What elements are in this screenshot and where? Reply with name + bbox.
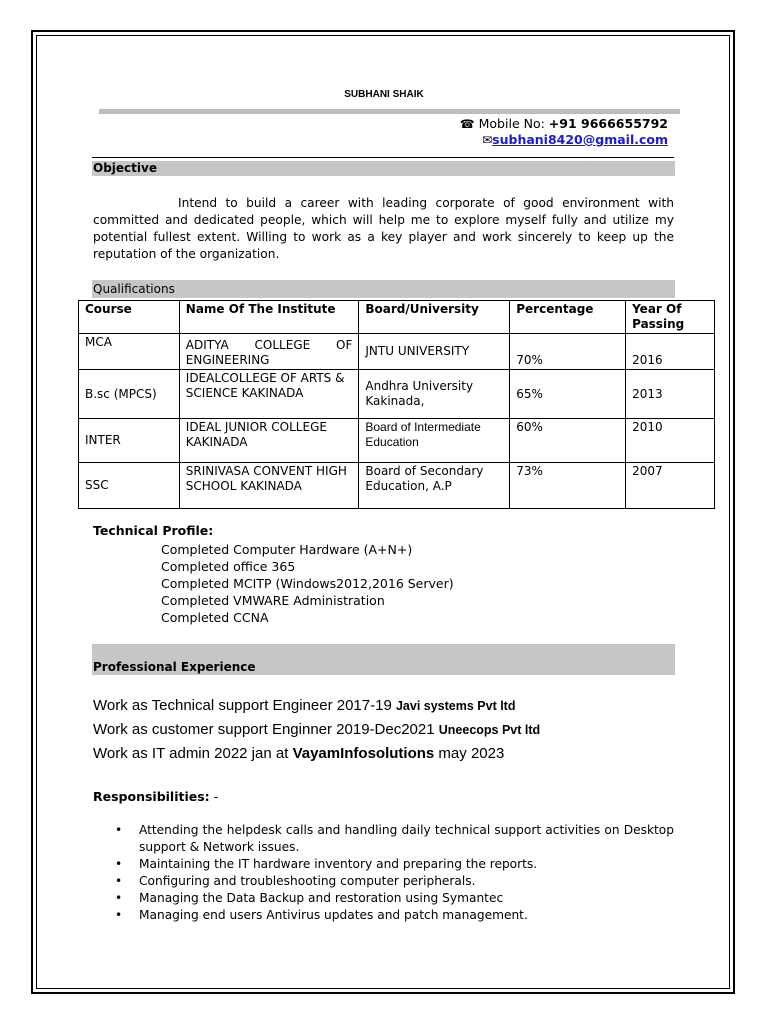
responsibilities-heading <box>93 789 218 804</box>
table-cell: SSC <box>79 463 180 509</box>
mail-icon: ✉ <box>482 133 493 147</box>
table-cell: IDEALCOLLEGE OF ARTS & SCIENCE KAKINADA <box>179 370 359 419</box>
table-cell: 73% <box>510 463 626 509</box>
table-header-row <box>79 301 715 334</box>
header-divider <box>99 109 680 114</box>
experience-line <box>93 742 540 766</box>
column-header: Year Of Passing <box>626 301 715 334</box>
table-cell: 60% <box>510 419 626 463</box>
table-cell: JNTU UNIVERSITY <box>359 334 510 370</box>
list-item: Completed CCNA <box>161 610 269 625</box>
table-cell: B.sc (MPCS) <box>79 370 180 419</box>
list-item: Completed MCITP (Windows2012,2016 Server) <box>161 576 454 591</box>
mobile-line <box>460 116 668 132</box>
list-item: • Managing the Data Backup and restoration using Symantec <box>139 890 674 907</box>
email-link[interactable]: subhani8420@gmail.com <box>492 132 668 147</box>
responsibilities-title: Responsibilities: <box>93 789 210 804</box>
table-cell: 2016 <box>626 334 715 370</box>
professional-experience-heading: Professional Experience <box>92 644 675 675</box>
column-header: Percentage <box>510 301 626 334</box>
table-cell: 2007 <box>626 463 715 509</box>
experience-line <box>93 718 540 742</box>
experience-role: Work as customer support Enginner 2019-Dec2021 <box>93 721 439 738</box>
experience-date: may 2023 <box>434 745 505 762</box>
table-cell: Andhra University Kakinada, <box>359 370 510 419</box>
list-item: Completed office 365 <box>161 559 296 574</box>
phone-icon: ☎ <box>459 117 475 131</box>
mobile-number: +91 9666655792 <box>548 116 668 131</box>
contact-divider <box>92 157 674 158</box>
list-item: • Maintaining the IT hardware inventory and preparing the reports. <box>139 856 674 873</box>
table-cell: ADITYA COLLEGE OF ENGINEERING <box>179 334 359 370</box>
list-item: Completed Computer Hardware (A+N+) <box>161 542 413 557</box>
table-cell: IDEAL JUNIOR COLLEGE KAKINADA <box>179 419 359 463</box>
column-header: Name Of The Institute <box>179 301 359 334</box>
table-cell: 2013 <box>626 370 715 419</box>
column-header: Course <box>79 301 180 334</box>
list-item: Completed VMWARE Administration <box>161 593 385 608</box>
experience-lines <box>93 694 540 766</box>
list-item: • Configuring and troubleshooting computer peripherals. <box>139 873 674 890</box>
table-cell: 70% <box>510 334 626 370</box>
candidate-name: SUBHANI SHAIK <box>344 89 424 100</box>
table-cell: MCA <box>79 334 180 370</box>
mobile-label: Mobile No: <box>478 116 545 131</box>
table-cell: Board of Secondary Education, A.P <box>359 463 510 509</box>
table-cell: Board of Intermediate Education <box>359 419 510 463</box>
table-row <box>79 370 715 419</box>
qualifications-table <box>78 300 715 509</box>
table-cell: SRINIVASA CONVENT HIGH SCHOOL KAKINADA <box>179 463 359 509</box>
contact-block <box>460 116 668 148</box>
table-cell: 65% <box>510 370 626 419</box>
experience-company: VayamInfosolutions <box>292 745 435 762</box>
technical-profile-list <box>161 541 454 626</box>
column-header: Board/University <box>359 301 510 334</box>
list-item: • Attending the helpdesk calls and handling daily technical support activities on Desktop support & Network issues. <box>139 822 674 856</box>
experience-company: Uneecops Pvt ltd <box>438 723 541 737</box>
list-item: • Managing end users Antivirus updates and patch management. <box>139 907 674 924</box>
experience-role: Work as Technical support Engineer 2017-19 <box>93 697 396 714</box>
qualifications-heading: Qualifications <box>92 280 675 298</box>
responsibilities-list <box>139 822 674 924</box>
objective-heading: Objective <box>92 161 675 176</box>
experience-line <box>93 694 540 718</box>
table-row <box>79 419 715 463</box>
table-row <box>79 463 715 509</box>
table-cell: INTER <box>79 419 180 463</box>
experience-company: Javi systems Pvt ltd <box>395 699 516 713</box>
table-row <box>79 334 715 370</box>
objective-text: Intend to build a career with leading corporate of good environment with committed and dedicated people, which will help me to explore myself fully and utilize my potential fullest extent. Willing to work as a key player and work sincerely to keep up the reputation of the organization. <box>93 196 674 261</box>
email-line <box>460 132 668 148</box>
table-cell: 2010 <box>626 419 715 463</box>
responsibilities-dash: - <box>209 789 219 804</box>
technical-profile-heading: Technical Profile: <box>93 523 214 538</box>
experience-role: Work as IT admin 2022 jan at <box>93 745 293 762</box>
